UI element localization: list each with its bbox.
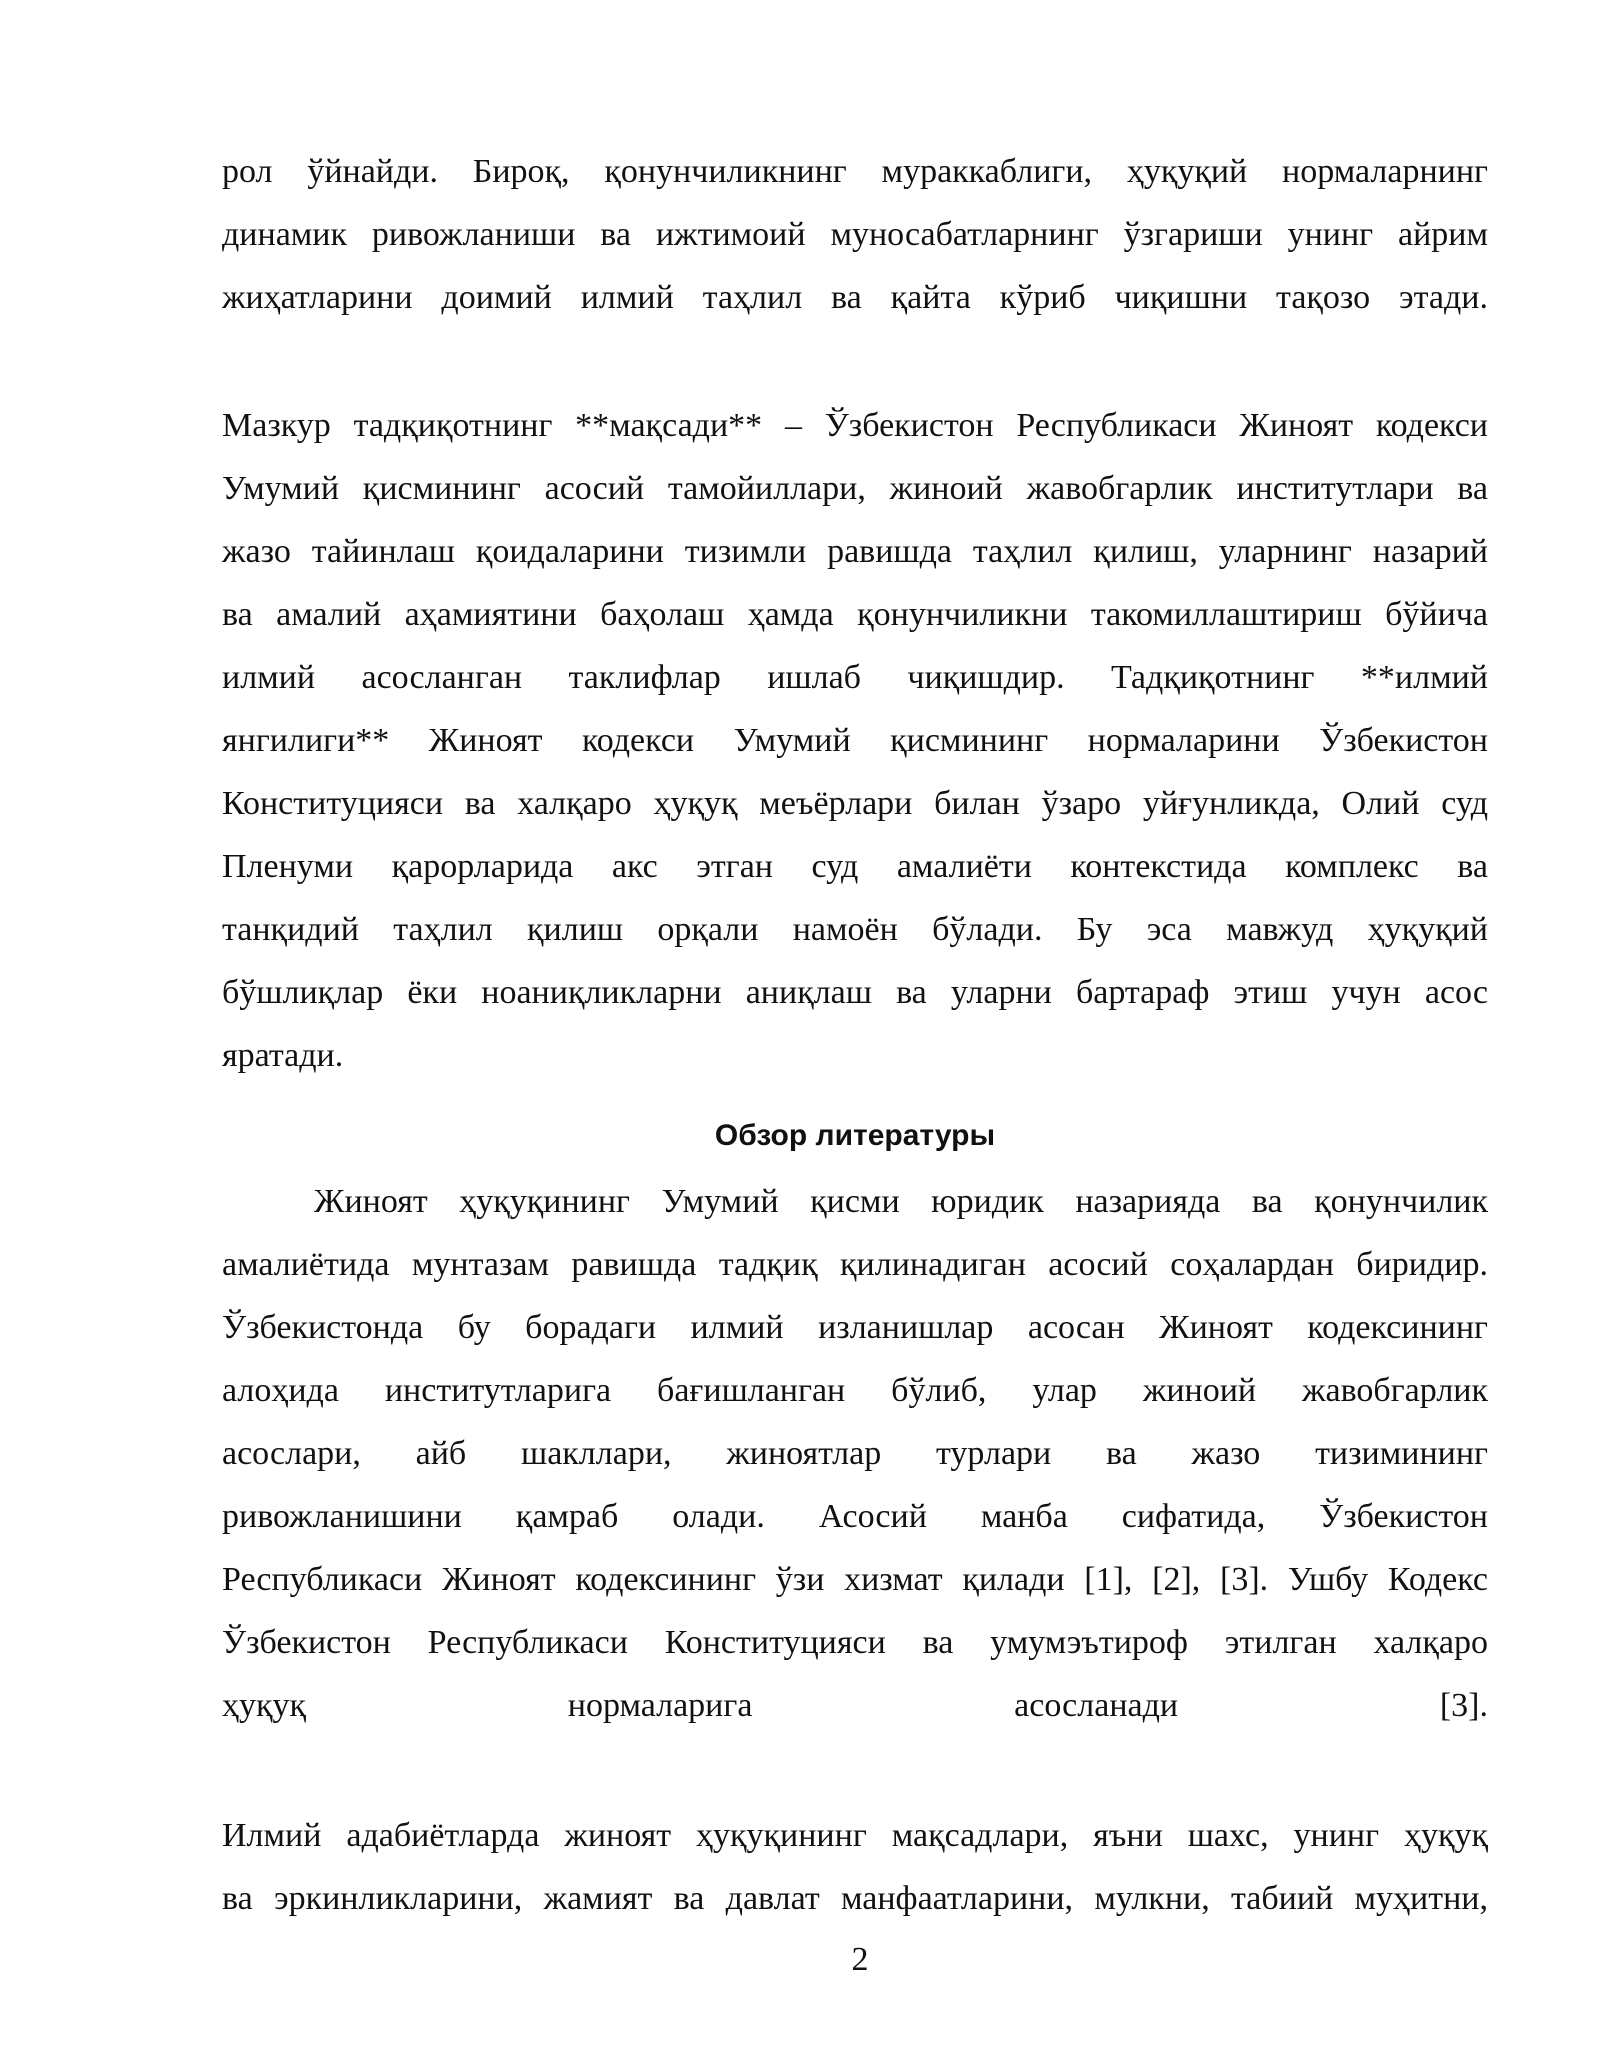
text-line: рол ўйнайди. Бироқ, қонунчиликнинг мураккаблиги, ҳуқуқий нормаларнинг	[222, 153, 1488, 190]
paragraph-1	[222, 140, 1488, 329]
word: ҳуқуқ	[222, 1687, 307, 1724]
text-line: Ўзбекистонда бу борадаги илмий изланишлар асосан Жиноят кодексининг	[222, 1309, 1488, 1346]
text-line: Ўзбекистон Республикаси Конституцияси ва умумэътироф этилган халқаро	[222, 1624, 1488, 1661]
word: [3].	[1439, 1687, 1488, 1724]
page-number: 2	[851, 1941, 869, 1978]
text-line: илмий асосланган таклифлар ишлаб чиқишдир. Тадқиқотнинг **илмий	[222, 659, 1488, 696]
text-line: алоҳида институтларига бағишланган бўлиб, улар жиноий жавобгарлик	[222, 1372, 1488, 1409]
text-line: ва эркинликларини, жамият ва давлат манфаатларини, мулкни, табиий муҳитни,	[222, 1880, 1488, 1917]
text-line: Республикаси Жиноят кодексининг ўзи хизмат қилади [1], [2], [3]. Ушбу Кодекс	[222, 1561, 1488, 1598]
paragraph-4	[222, 1804, 1488, 1930]
text-line: амалиётида мунтазам равишда тадқиқ қилинадиган асосий соҳалардан биридир.	[222, 1246, 1488, 1283]
text-line: Илмий адабиётларда жиноят ҳуқуқининг мақсадлари, яъни шахс, унинг ҳуқуқ	[222, 1817, 1488, 1854]
text-line: Умумий қисмининг асосий тамойиллари, жиноий жавобгарлик институтлари ва	[222, 470, 1488, 507]
text-line: Пленуми қарорларида акс этган суд амалиёти контекстида комплекс ва	[222, 848, 1488, 885]
text-line-spread	[222, 1674, 1488, 1737]
paragraph-2	[222, 394, 1488, 1087]
text-line: ривожланишини қамраб олади. Асосий манба сифатида, Ўзбекистон	[222, 1498, 1488, 1535]
text-line: жиҳатларини доимий илмий таҳлил ва қайта кўриб чиқишни тақозо этади.	[222, 279, 1488, 316]
text-line: асослари, айб шакллари, жиноятлар турлари ва жазо тизимининг	[222, 1435, 1488, 1472]
text-line: яратади.	[222, 1037, 344, 1074]
text-line: танқидий таҳлил қилиш орқали намоён бўлади. Бу эса мавжуд ҳуқуқий	[222, 911, 1488, 948]
text-line: янгилиги** Жиноят кодекси Умумий қисмининг нормаларини Ўзбекистон	[222, 722, 1488, 759]
text-line: Жиноят ҳуқуқининг Умумий қисми юридик назарияда ва қонунчилик	[314, 1183, 1488, 1220]
paragraph-3	[222, 1170, 1488, 1737]
text-line: бўшлиқлар ёки ноаниқликларни аниқлаш ва уларни бартараф этиш учун асос	[222, 974, 1488, 1011]
text-line: динамик ривожланиши ва ижтимоий муносабатларнинг ўзгариши унинг айрим	[222, 216, 1488, 253]
section-heading: Обзор литературы	[714, 1119, 996, 1152]
text-line: Мазкур тадқиқотнинг **мақсади** – Ўзбекистон Республикаси Жиноят кодекси	[222, 407, 1488, 444]
word: нормаларига	[567, 1687, 753, 1724]
text-line: ва амалий аҳамиятини баҳолаш ҳамда қонунчиликни такомиллаштириш бўйича	[222, 596, 1488, 633]
word: асосланади	[1014, 1687, 1179, 1724]
text-line: Конституцияси ва халқаро ҳуқуқ меъёрлари билан ўзаро уйғунликда, Олий суд	[222, 785, 1488, 822]
text-line: жазо тайинлаш қоидаларини тизимли равишда таҳлил қилиш, уларнинг назарий	[222, 533, 1488, 570]
